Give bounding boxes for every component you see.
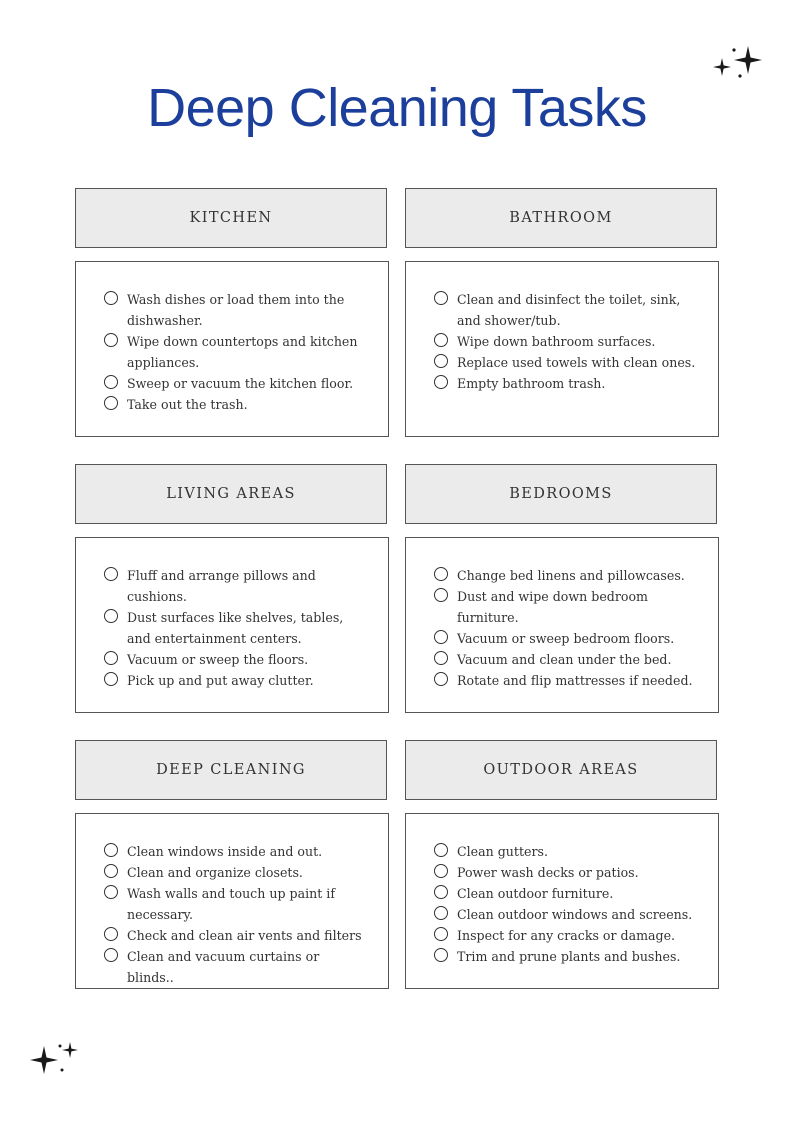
task-item [104,946,368,988]
task-item [434,373,698,394]
task-label: Rotate and flip mattresses if needed. [457,673,693,688]
task-item [104,841,368,862]
task-item [434,946,698,967]
section-heading: OUTDOOR AREAS [483,762,639,778]
section-heading: BEDROOMS [509,486,613,502]
checkbox[interactable] [434,672,448,686]
task-label: Wipe down countertops and kitchen appliances. [127,334,358,370]
task-label: Dust surfaces like shelves, tables, and entertainment centers. [127,610,344,646]
task-label: Check and clean air vents and filters [127,928,362,943]
task-label: Vacuum and clean under the bed. [457,652,672,667]
task-label: Change bed linens and pillowcases. [457,568,685,583]
task-label: Replace used towels with clean ones. [457,355,696,370]
section-tasks-outdoor-areas [405,813,719,989]
task-label: Clean and organize closets. [127,865,303,880]
section-tasks-living-areas [75,537,389,713]
task-item [104,862,368,883]
checkbox[interactable] [104,567,118,581]
checkbox[interactable] [104,927,118,941]
task-item [434,331,698,352]
checkbox[interactable] [104,651,118,665]
section-heading: BATHROOM [509,210,613,226]
task-label: Dust and wipe down bedroom furniture. [457,589,648,625]
section-header-outdoor-areas [405,740,717,800]
task-item [434,289,698,331]
task-label: Wipe down bathroom surfaces. [457,334,656,349]
section-heading: DEEP CLEANING [156,762,306,778]
checkbox[interactable] [104,375,118,389]
task-item [434,352,698,373]
task-item [104,607,368,649]
section-tasks-bedrooms [405,537,719,713]
task-label: Vacuum or sweep the floors. [127,652,309,667]
task-label: Trim and prune plants and bushes. [457,949,681,964]
task-item [434,670,698,691]
checkbox[interactable] [104,396,118,410]
task-label: Inspect for any cracks or damage. [457,928,676,943]
task-item [434,565,698,586]
task-list [406,814,718,967]
task-item [434,925,698,946]
task-list [76,262,388,415]
sparkle-icon-bottom-left [30,1040,82,1080]
checkbox[interactable] [104,864,118,878]
task-item [104,373,368,394]
task-item [434,862,698,883]
section-tasks-deep-cleaning [75,813,389,989]
task-item [434,841,698,862]
task-label: Empty bathroom trash. [457,376,606,391]
section-heading: KITCHEN [189,210,273,226]
task-label: Clean gutters. [457,844,548,859]
section-header-living-areas [75,464,387,524]
task-list [76,538,388,691]
checkbox[interactable] [434,651,448,665]
task-label: Vacuum or sweep bedroom floors. [457,631,675,646]
checkbox[interactable] [434,948,448,962]
task-item [434,649,698,670]
checkbox[interactable] [104,291,118,305]
task-label: Clean outdoor windows and screens. [457,907,693,922]
checkbox[interactable] [434,354,448,368]
checkbox[interactable] [434,333,448,347]
task-list [406,538,718,691]
checkbox[interactable] [104,333,118,347]
checkbox[interactable] [434,588,448,602]
section-header-kitchen [75,188,387,248]
task-item [104,649,368,670]
task-label: Power wash decks or patios. [457,865,639,880]
task-label: Clean and vacuum curtains or blinds.. [127,949,320,985]
page-title: Deep Cleaning Tasks [147,78,647,138]
section-header-bedrooms [405,464,717,524]
checkbox[interactable] [104,609,118,623]
section-header-bathroom [405,188,717,248]
checkbox[interactable] [104,885,118,899]
task-item [104,565,368,607]
task-item [104,925,368,946]
checkbox[interactable] [434,375,448,389]
task-label: Clean and disinfect the toilet, sink, and shower/tub. [457,292,681,328]
checkbox[interactable] [434,291,448,305]
sparkle-icon-top-right [712,42,764,82]
task-list [406,262,718,394]
section-heading: LIVING AREAS [166,486,296,502]
task-item [434,904,698,925]
task-list [76,814,388,988]
task-label: Wash dishes or load them into the dishwasher. [127,292,345,328]
task-label: Clean windows inside and out. [127,844,323,859]
task-label: Pick up and put away clutter. [127,673,314,688]
checkbox[interactable] [434,906,448,920]
task-label: Clean outdoor furniture. [457,886,614,901]
task-item [104,289,368,331]
task-item [434,883,698,904]
checkbox[interactable] [434,864,448,878]
checkbox[interactable] [104,843,118,857]
checkbox[interactable] [434,885,448,899]
checkbox[interactable] [434,843,448,857]
task-label: Wash walls and touch up paint if necessary. [127,886,335,922]
checkbox[interactable] [434,927,448,941]
checkbox[interactable] [434,630,448,644]
task-item [434,586,698,628]
task-item [104,331,368,373]
task-item [104,670,368,691]
checkbox[interactable] [104,948,118,962]
section-tasks-kitchen [75,261,389,437]
section-tasks-bathroom [405,261,719,437]
section-header-deep-cleaning [75,740,387,800]
task-item [104,394,368,415]
task-label: Take out the trash. [127,397,248,412]
task-label: Fluff and arrange pillows and cushions. [127,568,316,604]
task-item [104,883,368,925]
checkbox[interactable] [434,567,448,581]
task-label: Sweep or vacuum the kitchen floor. [127,376,354,391]
checkbox[interactable] [104,672,118,686]
task-item [434,628,698,649]
